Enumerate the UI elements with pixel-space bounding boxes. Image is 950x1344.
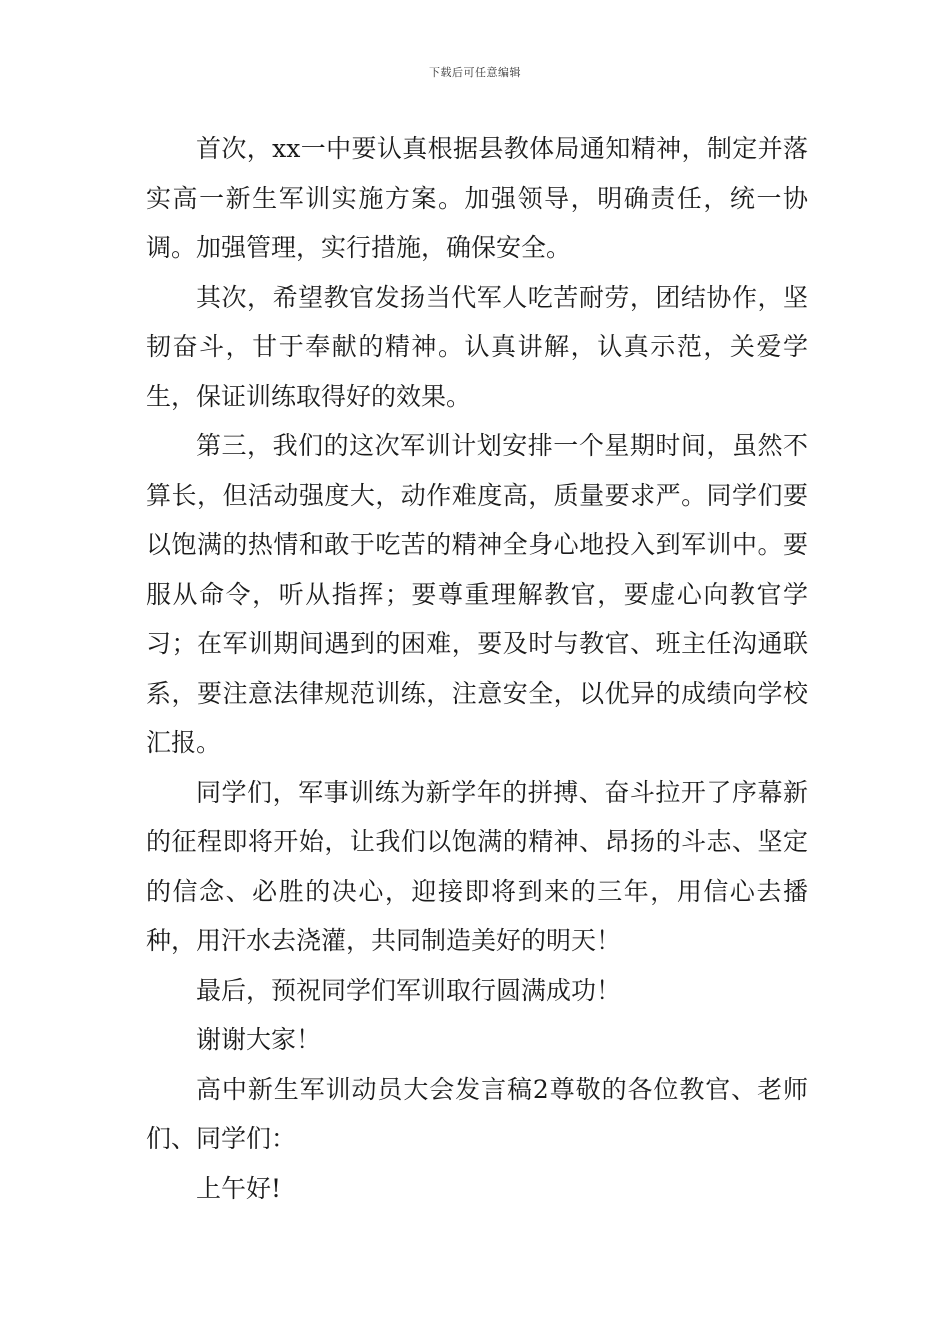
paragraph-4: 同学们，军事训练为新学年的拼搏、奋斗拉开了序幕新的征程即将开始，让我们以饱满的精神、昂扬的斗志、坚定的信念、必胜的决心，迎接即将到来的三年，用信心去播种，用汗水去浇灌，共同制造美好的明天！ bbox=[146, 777, 808, 955]
paragraph-1: 首次，xx一中要认真根据县教体局通知精神，制定并落实高一新生军训实施方案。加强领导，明确责任，统一协调。加强管理，实行措施，确保安全。 bbox=[146, 134, 808, 262]
paragraph-2: 其次，希望教官发扬当代军人吃苦耐劳，团结协作，坚韧奋斗，甘于奉献的精神。认真讲解，认真示范，关爱学生，保证训练取得好的效果。 bbox=[146, 282, 808, 411]
document-body bbox=[146, 124, 808, 1213]
paragraph-8: 上午好! bbox=[196, 1173, 282, 1203]
paragraph-6: 谢谢大家！ bbox=[196, 1025, 322, 1054]
page-header: 下载后可任意编辑 bbox=[429, 66, 521, 79]
paragraph-5: 最后，预祝同学们军训取行圆满成功！ bbox=[196, 975, 622, 1005]
paragraph-3: 第三，我们的这次军训计划安排一个星期时间，虽然不算长，但活动强度大，动作难度高，质量要求严。同学们要以饱满的热情和敢于吃苦的精神全身心地投入到军训中。要服从命令，听从指挥；要尊重理解教官，要虚心向教官学习；在军训期间遇到的困难，要及时与教官、班主任沟通联系，要注意法律规范训练，注意安全，以优异的成绩向学校汇报。 bbox=[146, 431, 808, 757]
paragraph-7: 高中新生军训动员大会发言稿2尊敬的各位教官、老师们、同学们： bbox=[146, 1074, 808, 1153]
